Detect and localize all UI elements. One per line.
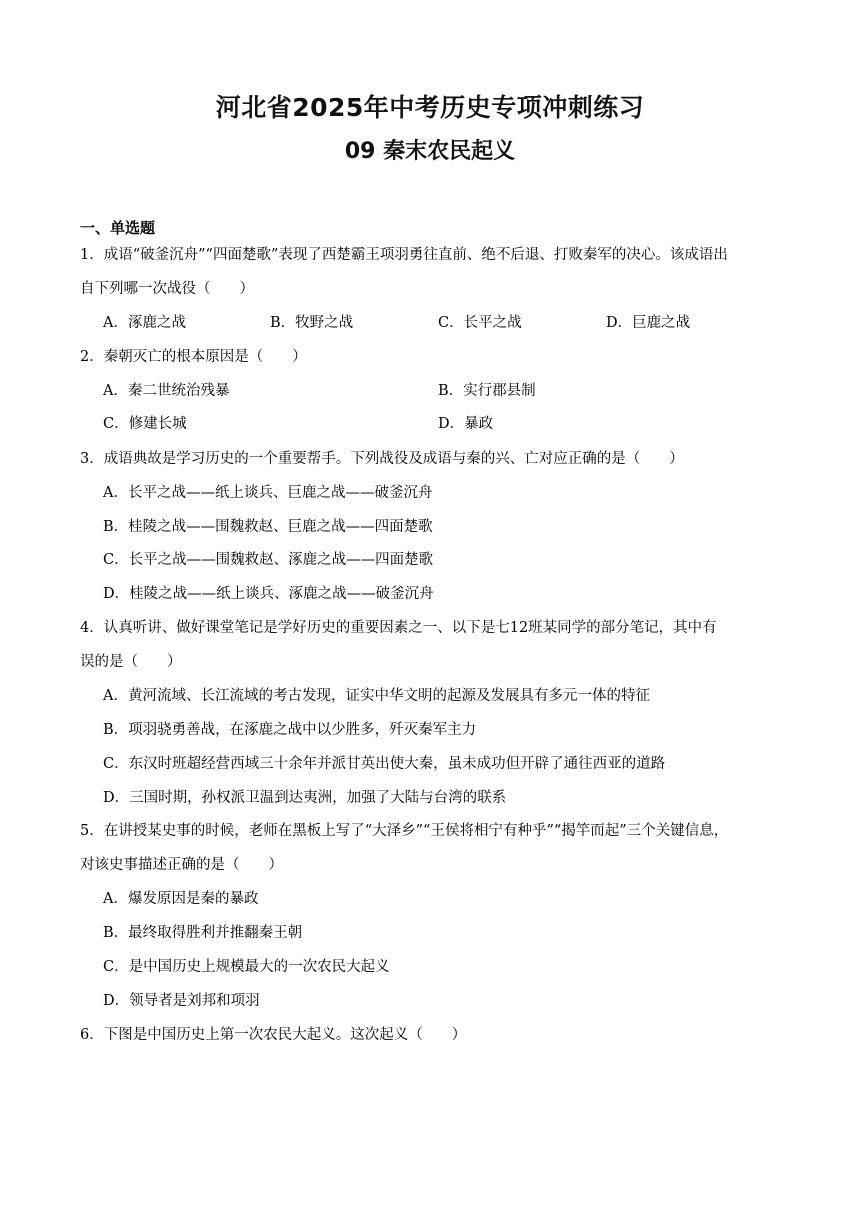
question-2-option-c: C．修建长城	[103, 416, 187, 432]
question-3-option-a: A．长平之战——纸上谈兵、巨鹿之战——破釜沉舟	[103, 485, 433, 501]
question-2-stem-line-1: 2．秦朝灭亡的根本原因是（ ）	[80, 349, 307, 365]
question-5-stem-line-2: 对该史事描述正确的是（ ）	[80, 857, 283, 873]
question-5-option-d: D．领导者是刘邦和项羽	[103, 993, 260, 1009]
question-5-option-c: C．是中国历史上规模最大的一次农民大起义	[103, 959, 390, 975]
question-3-option-d: D．桂陵之战——纸上谈兵、涿鹿之战——破釜沉舟	[103, 586, 434, 602]
question-3-option-b: B．桂陵之战——围魏救赵、巨鹿之战——四面楚歌	[103, 519, 433, 535]
question-4-option-a: A．黄河流域、长江流域的考古发现，证实中华文明的起源及发展具有多元一体的特征	[103, 688, 650, 704]
question-5-option-a: A．爆发原因是秦的暴政	[103, 891, 259, 907]
question-3-option-c: C．长平之战——围魏救赵、涿鹿之战——四面楚歌	[103, 552, 434, 568]
question-6-stem-line-1: 6．下图是中国历史上第一次农民大起义。这次起义（ ）	[80, 1027, 467, 1043]
document-title: 河北省2025年中考历史专项冲刺练习	[215, 93, 645, 122]
section-heading: 一、单选题	[80, 219, 156, 237]
question-5-stem-line-1: 5．在讲授某史事的时候，老师在黑板上写了“大泽乡”“王侯将相宁有种乎”“揭竿而起”三个关键信息，	[80, 823, 729, 839]
question-4-option-c: C．东汉时班超经营西域三十余年并派甘英出使大秦，虽未成功但开辟了通往西亚的道路	[103, 756, 666, 772]
question-1-option-a: A．涿鹿之战	[103, 315, 186, 331]
question-4-stem-line-1: 4．认真听讲、做好课堂笔记是学好历史的重要因素之一、以下是七12班某同学的部分笔记，其中有	[80, 620, 717, 636]
document-subtitle: 09 秦末农民起义	[344, 139, 516, 164]
question-4-stem-line-2: 误的是（ ）	[80, 654, 182, 670]
question-4-option-b: B．项羽骁勇善战，在涿鹿之战中以少胜多，歼灭秦军主力	[103, 722, 477, 738]
question-2-option-d: D．暴政	[438, 416, 494, 432]
question-5-option-b: B．最终取得胜利并推翻秦王朝	[103, 925, 303, 941]
question-2-option-b: B．实行郡县制	[438, 383, 536, 399]
question-1-stem-line-1: 1．成语“破釜沉舟”“四面楚歌”表现了西楚霸王项羽勇往直前、绝不后退、打败秦军的决心。该成语出	[80, 247, 728, 263]
question-1-option-c: C．长平之战	[438, 315, 522, 331]
question-3-stem-line-1: 3．成语典故是学习历史的一个重要帮手。下列战役及成语与秦的兴、亡对应正确的是（ ）	[80, 451, 684, 467]
question-1-option-b: B．牧野之战	[270, 315, 354, 331]
question-1-option-d: D．巨鹿之战	[606, 315, 691, 331]
question-2-option-a: A．秦二世统治残暴	[103, 383, 230, 399]
question-4-option-d: D．三国时期，孙权派卫温到达夷洲，加强了大陆与台湾的联系	[103, 790, 507, 806]
question-1-stem-line-2: 自下列哪一次战役（ ）	[80, 281, 254, 297]
